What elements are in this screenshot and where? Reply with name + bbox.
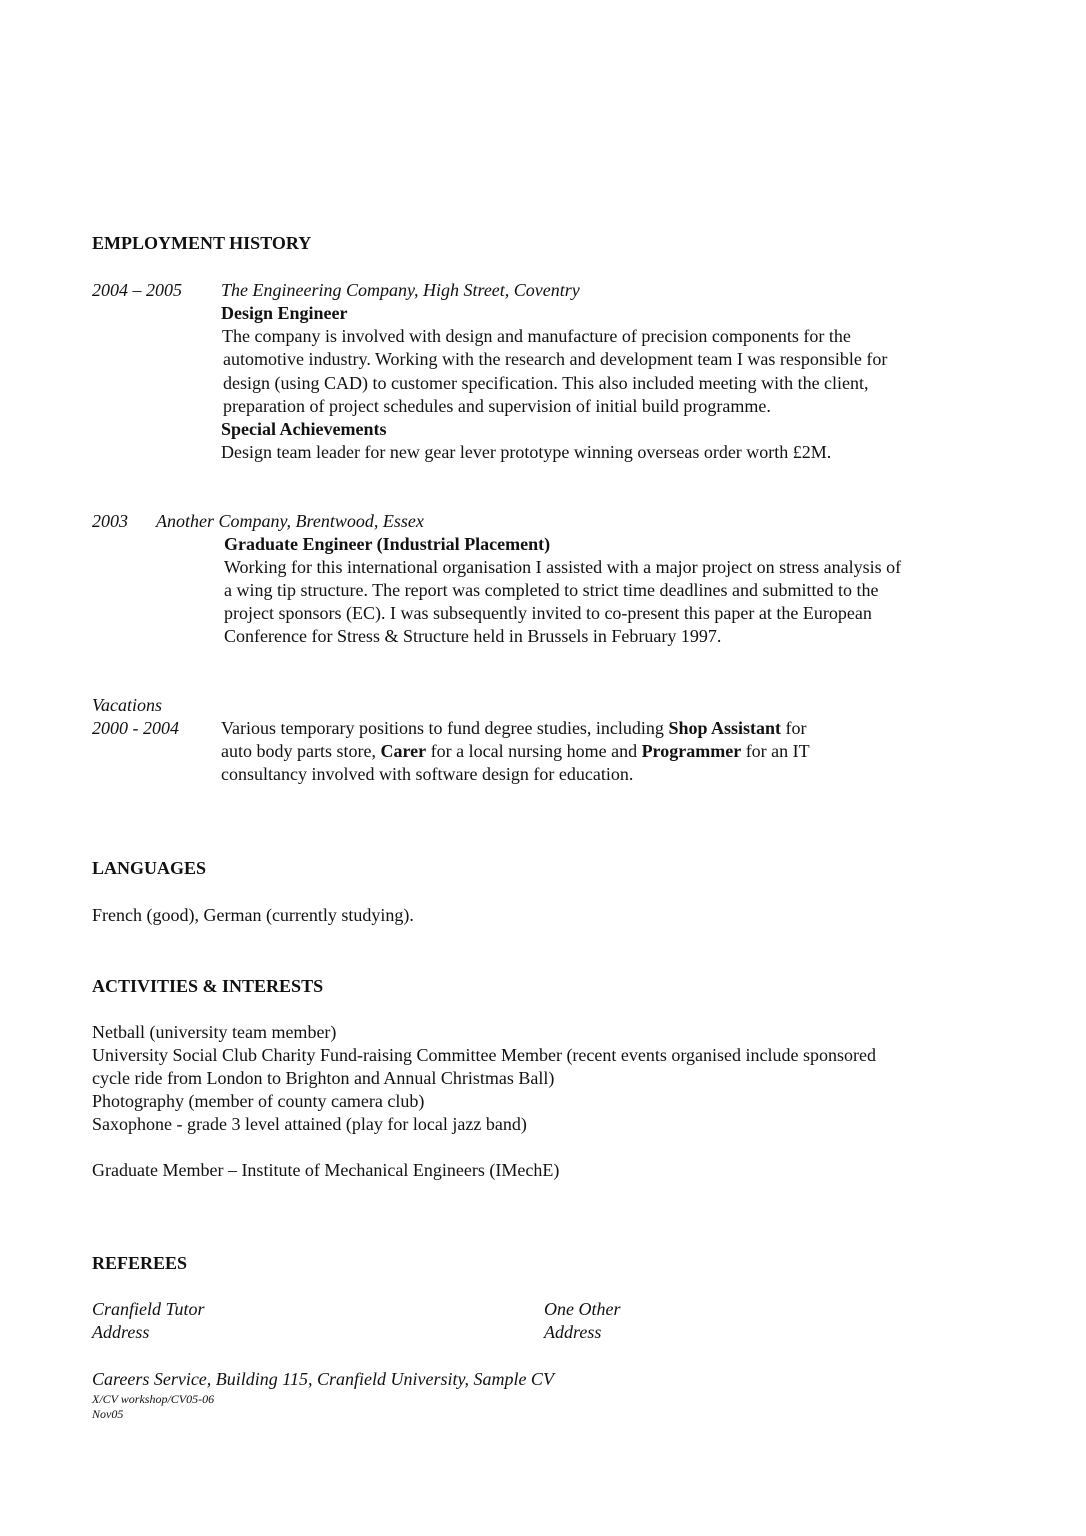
referee-1-address: Address bbox=[92, 1322, 150, 1342]
referees-heading: REFEREES bbox=[92, 1253, 188, 1273]
job1-title: Design Engineer bbox=[221, 303, 348, 323]
job2-company: Another Company, Brentwood, Essex bbox=[156, 511, 424, 531]
footer-line-1: Careers Service, Building 115, Cranfield University, Sample CV bbox=[92, 1369, 554, 1389]
job1-desc-line: automotive industry. Working with the research and development team I was responsible for bbox=[223, 349, 888, 369]
referee-1-name: Cranfield Tutor bbox=[92, 1299, 205, 1319]
vacations-line-2: auto body parts store, Carer for a local nursing home and Programmer for an IT bbox=[221, 741, 810, 761]
shop-assistant-role: Shop Assistant bbox=[668, 718, 781, 738]
footer-line-3: Nov05 bbox=[92, 1407, 124, 1421]
vacations-line-3: consultancy involved with software design for education. bbox=[221, 764, 634, 784]
languages-heading: LANGUAGES bbox=[92, 858, 207, 878]
employment-heading: EMPLOYMENT HISTORY bbox=[92, 233, 312, 253]
job1-achievement: Design team leader for new gear lever prototype winning overseas order worth £2M. bbox=[221, 442, 832, 462]
job1-desc-line: design (using CAD) to customer specification. This also included meeting with the client, bbox=[223, 373, 869, 393]
programmer-role: Programmer bbox=[641, 741, 742, 761]
activity-line: University Social Club Charity Fund-raising Committee Member (recent events organised include sponsored bbox=[92, 1045, 877, 1065]
languages-text: French (good), German (currently studying). bbox=[92, 905, 414, 925]
activity-line: Saxophone - grade 3 level attained (play for local jazz band) bbox=[92, 1114, 527, 1134]
job2-desc-line: Conference for Stress & Structure held in Brussels in February 1997. bbox=[224, 626, 722, 646]
vacations-dates: 2000 - 2004 bbox=[92, 718, 179, 738]
job2-desc-line: Working for this international organisation I assisted with a major project on stress analysis of bbox=[224, 557, 902, 577]
referee-2-name: One Other bbox=[544, 1299, 621, 1319]
job1-desc-line: The company is involved with design and manufacture of precision components for the bbox=[222, 326, 851, 346]
job1-company: The Engineering Company, High Street, Coventry bbox=[221, 280, 580, 300]
job1-desc-line: preparation of project schedules and supervision of initial build programme. bbox=[223, 396, 771, 416]
job2-dates: 2003 bbox=[92, 511, 128, 531]
job2-desc-line: project sponsors (EC). I was subsequently invited to co-present this paper at the European bbox=[224, 603, 872, 623]
vacations-label: Vacations bbox=[92, 695, 162, 715]
job2-title: Graduate Engineer (Industrial Placement) bbox=[224, 534, 551, 554]
activities-heading: ACTIVITIES & INTERESTS bbox=[92, 976, 324, 996]
footer-line-2: X/CV workshop/CV05-06 bbox=[92, 1392, 215, 1406]
job1-dates: 2004 – 2005 bbox=[92, 280, 182, 300]
carer-role: Carer bbox=[380, 741, 427, 761]
activity-line: cycle ride from London to Brighton and Annual Christmas Ball) bbox=[92, 1068, 555, 1088]
vacations-line-1: Various temporary positions to fund degree studies, including Shop Assistant for bbox=[221, 718, 807, 738]
activity-line: Netball (university team member) bbox=[92, 1022, 337, 1042]
referee-2-address: Address bbox=[544, 1322, 602, 1342]
job1-achievements-heading: Special Achievements bbox=[221, 419, 387, 439]
job2-desc-line: a wing tip structure. The report was completed to strict time deadlines and submitted to the bbox=[224, 580, 879, 600]
activity-line: Photography (member of county camera club) bbox=[92, 1091, 425, 1111]
membership-line: Graduate Member – Institute of Mechanical Engineers (IMechE) bbox=[92, 1160, 560, 1180]
